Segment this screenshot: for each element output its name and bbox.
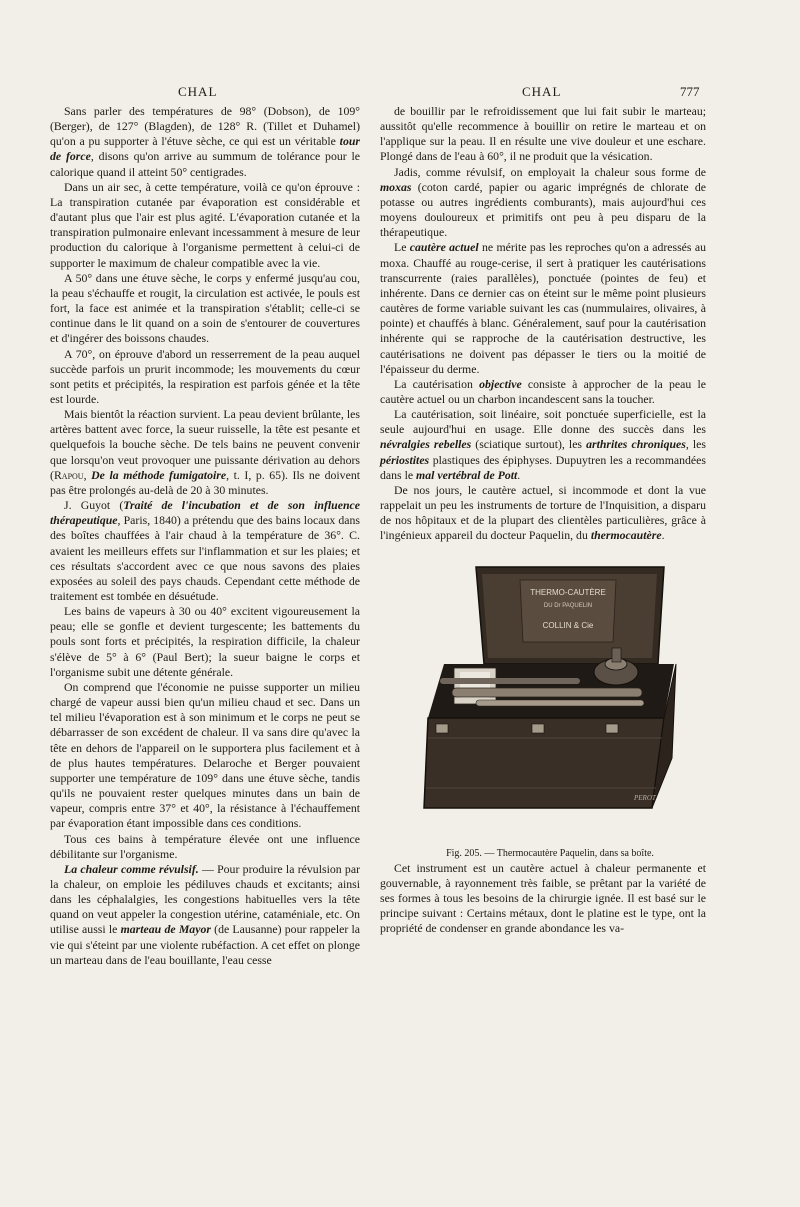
paragraph: de bouillir par le refroidissement que lui fait subir le marteau; aussitôt qu'elle recommence à bouillir on retire le marteau et on l'applique sur la peau. Il en résulte une vive douleur et une eschare. Plongé dans de l'eau à 60°, il ne produit que la vésication. — [380, 104, 706, 164]
paragraph: A 70°, on éprouve d'abord un resserrement de la peau auquel succède parfois un prurit incommode; les mouvements du cœur sont petits et précipités, la respiration est parfois génée et la tête est lourde. — [50, 346, 360, 406]
figure-205 — [380, 552, 706, 861]
paragraph: Dans un air sec, à cette température, voilà ce qu'on éprouve : La transpiration cutanée par évaporation est considérable et d'autant plus que l'air est plus agité. L'évaporation cutanée et la transpiration pulmonaire enlevant incessamment à mesure de leur production du calorique à l'organisme permettent à celui-ci de supporter le maximum de chaleur compatible avec la vie. — [50, 179, 360, 270]
paragraph: La cautérisation objective consiste à approcher de la peau le cautère actuel ou un charbon incandescent sans la toucher. — [380, 376, 706, 406]
lid-text-3: COLLIN & Cie — [542, 620, 594, 630]
paragraph: Cet instrument est un cautère actuel à chaleur permanente et gouvernable, à rayonnement très faible, se prêtant par la variété de ses formes à tous les besoins de la chirurgie ignée. Il est basé sur le principe suivant : Certains métaux, dont le platine est le type, ont la propriété de condenser en grande abondance les va- — [380, 860, 706, 936]
paragraph: On comprend que l'économie ne puisse supporter un milieu chargé de vapeur aussi bien qu'un milieu chaud et sec. Dans un tel milieu l'évaporation est à son minimum et le corps ne peut se débarrasser de son excédent de chaleur. Il va sans dire qu'avec la tête en dehors de l'appareil on le supportera plus facilement et à de plus hautes températures. Delaroche et Berger pouvaient supporter une température de 109° dans une étuve sèche, tandis qu'ils ne pouvaient rester quelques minutes dans un bain de vapeur, compris entre 37° et 40°, la résistance à l'échauffement par évaporation étant impossible dans ces conditions. — [50, 679, 360, 831]
paragraph: A 50° dans une étuve sèche, le corps y enfermé jusqu'au cou, la peau s'échauffe et rougit, la circulation est activée, le pouls est fort, la face est animée et la transpiration s'établit; celle-ci se continue dans le lit quand on a soin de s'entourer de couvertures et d'ingérer des boissons chaudes. — [50, 270, 360, 346]
paragraph: Tous ces bains à température élevée ont une influence débilitante sur l'organisme. — [50, 831, 360, 861]
figure-caption: Fig. 205. — Thermocautère Paquelin, dans sa boîte. — [446, 847, 654, 859]
paragraph: J. Guyot (Traité de l'incubation et de son influence thérapeutique, Paris, 1840) a prétendu que des bains locaux dans des boîtes chauffées à l'air chaud à la température de 36°. C. avaient les meilleurs effets sur l'inflammation et sur les plaies; et ces résultats s'accordent avec ce que nous savons des plaies exposées au soleil des pays chauds. Cependant cette méthode de traitement est tombée en désuétude. — [50, 498, 360, 603]
latch-icon — [436, 724, 448, 733]
page-header — [0, 84, 800, 104]
paragraph: Jadis, comme révulsif, on employait la chaleur sous forme de moxas (coton cardé, papier ou agaric imprégnés de chlorate de potasse ou autres ingrédients comburants), mais aujourd'hui ces moyens douloureux et primitifs ont peu à peu disparu de la thérapeutique. — [380, 164, 706, 240]
paragraph: Les bains de vapeurs à 30 ou 40° excitent vigoureusement la peau; elle se gonfle et devient turgescente; les battements du pouls sont forts et précipités, la respiration difficile, la chaleur s'élève de 5° à 6° (Paul Bert); la sueur baigne le corps et l'organisme subit une détente générale. — [50, 604, 360, 679]
column-rule — [370, 110, 371, 1090]
paragraph: De nos jours, le cautère actuel, si incommode et dont la vue rappelait un peu les instruments de torture de l'Inquisition, a disparu de nos hôpitaux et de la plupart des clientèles particulières, grâce à l'ingénieux appareil du docteur Paquelin, du thermocautère. — [380, 482, 706, 543]
engraver-signature: PEROT — [634, 793, 656, 802]
paragraph: Le cautère actuel ne mérite pas les reproches qu'on a adressés au moxa. Chauffé au rouge-cerise, il sert à pratiquer les cautérisations transcurrente (raies parallèles), ponctuée (pointes de feu) et inhérente. Dans ce dernier cas on éteint sur le même point plusieurs cautères de forme variable suivant les cas (nummulaires, olivaires, à pointe) et chauffés à blanc. Généralement, sauf pour la cautérisation inhérente qui se rapproche de la cautérisation destructive, les cautérisations ne doivent pas dépasser le tiers ou la moitié de l'épaisseur du derme. — [380, 240, 706, 376]
instrument-handle — [452, 688, 642, 697]
running-head-right: CHAL — [522, 84, 562, 99]
thermocautere-box-engraving — [380, 552, 706, 842]
page-number: 777 — [680, 84, 700, 99]
paragraph: La cautérisation, soit linéaire, soit ponctuée superficielle, est la seule aujourd'hui en usage. Elle donne des succès dans les névralgies rebelles (sciatique surtout), les arthrites chroniques, les périostites plastiques des épiphyses. Dupuytren les a recommandées dans le mal vertébral de Pott. — [380, 407, 706, 482]
paragraph: Mais bientôt la réaction survient. La peau devient brûlante, les artères battent avec force, la sueur ruisselle, la tête est pesante et quelquefois la bouche sèche. De tels bains ne peuvent convenir que lorsqu'on veut provoquer une puissante dérivation au dehors (Rapou, De la méthode fumigatoire, t. I, p. 65). Ils ne doivent pas être prolongés au-delà de 20 à 30 minutes. — [50, 407, 360, 497]
running-head-left: CHAL — [178, 84, 218, 99]
lid-text-1: THERMO-CAUTÈRE — [530, 587, 606, 597]
left-column — [50, 104, 360, 968]
paragraph: Sans parler des températures de 98° (Dobson), de 109° (Berger), de 127° (Blagden), de 128° R. (Tillet et Duhamel) qu'on a pu supporter à l'étuve sèche, ce qui est un véritable tour de force, disons qu'on arrive au summum de tolérance pour le calorique quand il atteint 50° centigrades. — [50, 104, 360, 179]
lid-text-2: DU Dr PAQUELIN — [543, 602, 593, 609]
paragraph: La chaleur comme révulsif. — Pour produire la révulsion par la chaleur, on emploie les pédiluves chauds et excitants; ainsi dans les céphalalgies, les congestions habituelles vers la tête quand on veut appeler la congestion utérine, cataméniale, etc. On utilise aussi le marteau de Mayor (de Lausanne) pour rappeler la vie qui s'éteint par une violente rubéfaction. A cet effet on plonge un marteau dans de l'eau bouillante, l'eau cesse — [50, 861, 360, 967]
right-column — [380, 104, 706, 937]
